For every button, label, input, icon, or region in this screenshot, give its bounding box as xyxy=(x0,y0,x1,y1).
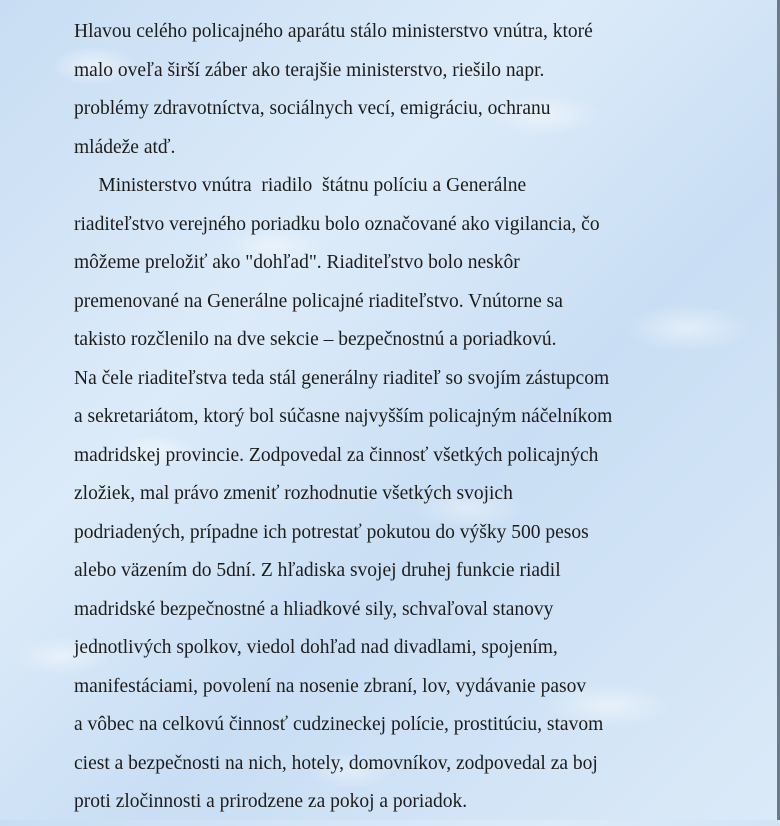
text-line: madridskej provincie. Zodpovedal za činnosť všetkých policajných xyxy=(74,444,599,466)
text-line: ciest a bezpečnosti na nich, hotely, domovníkov, zodpovedal za boj xyxy=(74,752,598,774)
text-line: alebo väzením do 5dní. Z hľadiska svojej druhej funkcie riadil xyxy=(74,560,561,581)
text-line: môžeme preložiť ako "dohľad". Riaditeľstvo bolo neskôr xyxy=(74,252,520,273)
text-line: Na čele riaditeľstva teda stál generálny riaditeľ so svojím zástupcom xyxy=(74,367,610,389)
text-line: Ministerstvo vnútra riadilo štátnu políciu a Generálne xyxy=(74,175,527,196)
text-line: malo oveľa širší záber ako terajšie ministerstvo, riešilo napr. xyxy=(74,59,545,81)
text-line: madridské bezpečnostné a hliadkové sily, schvaľoval stanovy xyxy=(74,598,554,620)
text-line: premenované na Generálne policajné riaditeľstvo. Vnútorne sa xyxy=(74,290,563,312)
text-line: podriadených, prípadne ich potrestať pokutou do výšky 500 pesos xyxy=(74,521,589,543)
text-line: mládeže atď. xyxy=(74,136,176,158)
text-line: Hlavou celého policajného aparátu stálo ministerstvo vnútra, ktoré xyxy=(74,21,593,42)
text-line: zložiek, mal právo zmeniť rozhodnutie všetkých svojich xyxy=(74,483,513,504)
text-line: problémy zdravotníctva, sociálnych vecí, emigráciu, ochranu xyxy=(74,98,551,119)
document-body xyxy=(74,17,764,826)
text-line: proti zločinnosti a prirodzene za pokoj a poriadok. xyxy=(74,791,468,812)
text-line: riaditeľstvo verejného poriadku bolo označované ako vigilancia, čo xyxy=(74,213,600,235)
text-line: a sekretariátom, ktorý bol súčasne najvyšším policajným náčelníkom xyxy=(74,406,613,427)
text-line: manifestáciami, povolení na nosenie zbraní, lov, vydávanie pasov xyxy=(74,675,587,697)
text-line: jednotlivých spolkov, viedol dohľad nad divadlami, spojením, xyxy=(74,637,558,658)
text-line: takisto rozčlenilo na dve sekcie – bezpečnostnú a poriadkovú. xyxy=(74,329,557,350)
text-line: a vôbec na celkovú činnosť cudzineckej polície, prostitúciu, stavom xyxy=(74,714,604,735)
